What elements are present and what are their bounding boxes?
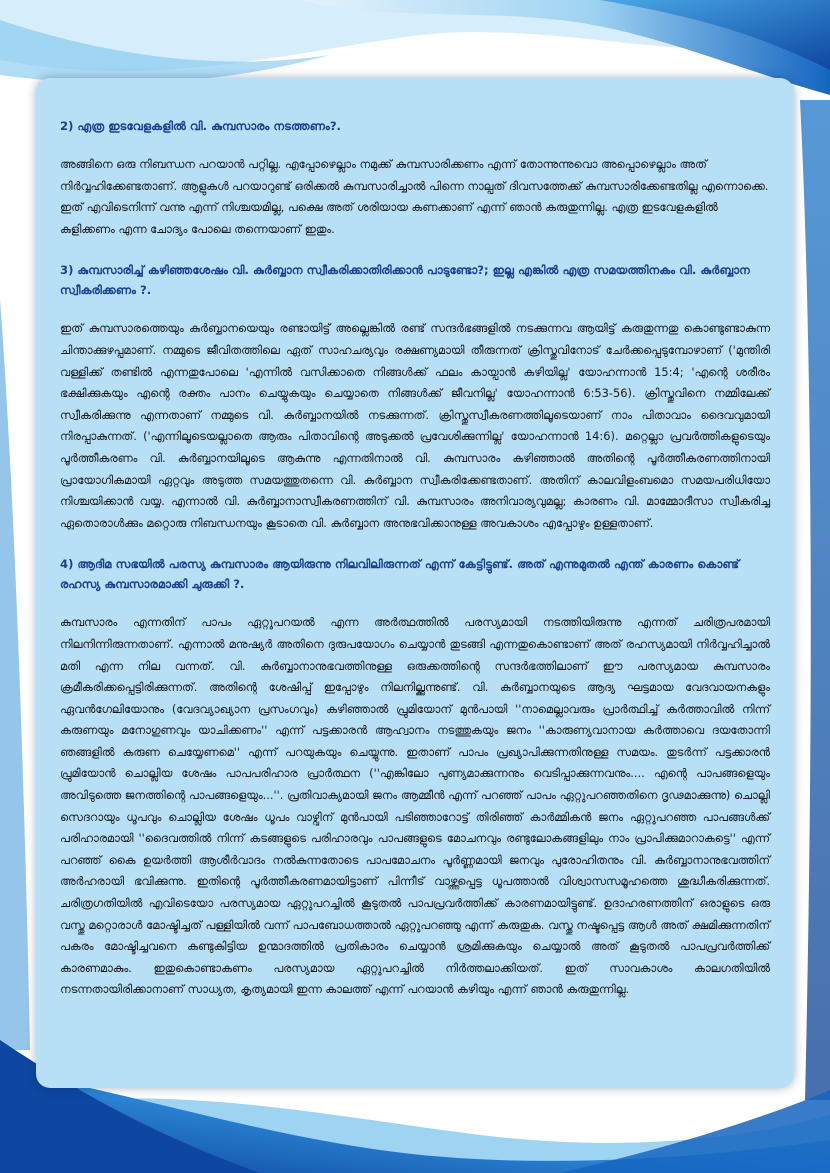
faq-section-4 [60,554,770,1001]
faq-section-3 [60,260,770,534]
faq-section-2 [60,116,770,240]
question-2-heading: 2) എത്ര ഇടവേളകളിൽ വി. കുമ്പസാരം നടത്തണം?. [60,119,341,133]
answer-2-paragraph: അങ്ങിനെ ഒരു നിബന്ധന പറയാൻ പറ്റില്ല. എപ്പോഴെല്ലാം നമുക്ക് കുമ്പസാരിക്കണം എന്ന് തോന്നുന്നുവൊ അപ്പൊഴെല്ലാം അത് നിർവ്വഹിക്കേണ്ടതാണ്. ആളുകൾ പറയാറുണ്ട് ഒരിക്കൽ കുമ്പസാരിച്ചാൽ പിന്നെ നാല്പത് ദിവസത്തേക്ക് കുമ്പസാരിക്കേണ്ടതില്ല എന്നൊക്കെ. ഇത് എവിടെനിന്ന് വന്നു എന്ന് നിശ്ചയമില്ല, പക്ഷെ അത് ശരിയായ കണക്കാണ് എന്ന് ഞാൻ കരുതുന്നില്ല. എത്ര ഇടവേളകളിൽ കുളിക്കണം എന്ന ചോദ്യം പോലെ തന്നെയാണ് ഇതും. [60,157,769,236]
right-side-band [800,100,830,1100]
left-side-band [0,300,30,1050]
question-4-heading: 4) ആദിമ സഭയിൽ പരസ്യ കുമ്പസാരം ആയിരുന്നു നിലവിലിരുന്നത് എന്ന് കേട്ടിട്ടുണ്ട്. അത് എന്നുമുതൽ എന്ത് കാരണം കൊണ്ട് രഹസ്യ കുമ്പസാരമാക്കി ചുരുക്കി ?. [60,557,740,592]
answer-4-paragraph: കുമ്പസാരം എന്നതിന് പാപം ഏറ്റുപറയൽ എന്ന അർത്ഥത്തിൽ പരസ്യമായി നടത്തിയിരുന്നു എന്നത് ചരിത്രപരമായി നിലനിന്നിരുന്നതാണ്. എന്നാൽ മനുഷ്യർ അതിനെ ദുരുപയോഗം ചെയ്യാൻ തുടങ്ങി എന്നതുകൊണ്ടാണ് അത് രഹസ്യമായി നിർവ്വഹിച്ചാൽ മതി എന്ന നില വന്നത്. വി. കുർബ്ബാനാനുഭവത്തിനുള്ള ഒരുക്കത്തിന്റെ സന്ദർഭത്തിലാണ് ഈ പരസ്യമായ കുമ്പസാരം ക്രമീകരിക്കപ്പെട്ടിരിക്കുന്നത്. അതിന്റെ ശേഷിപ്പ് ഇപ്പോഴും നിലനില്ക്കുന്നുണ്ട്. വി. കുർബ്ബാനയുടെ ആദ്യ ഘട്ടമായ വേദവായനകളും ഏവൻഗേലിയോനും (വേദവ്യാഖ്യാന പ്രസംഗവും) കഴിഞ്ഞാൽ പ്രുമിയോന് മുൻപായി ''നാമെല്ലാവരും പ്രാർത്ഥിച്ച് കർത്താവിൽ നിന്ന് കരുണയും മനോഗുണവും യാചിക്കണം'' എന്ന് പട്ടക്കാരൻ ആഹ്വാനം നടത്തുകയും ജനം ''കാരുണ്യവാനായ കർത്താവെ ദയതോന്നി ഞങ്ങളിൽ കരുണ ചെയ്യേണമെ'' എന്ന് പറയുകയും ചെയ്യുന്നു. ഇതാണ് പാപം പ്രഖ്യാപിക്കുന്നതിനുള്ള സമയം. തുടർന്ന് പട്ടക്കാരൻ പ്രുമിയോൻ ചൊല്ലിയ ശേഷം പാപപരിഹാര പ്രാർത്ഥന (''എങ്കിലോ പുണ്യമാക്കുന്നനും വെടിപ്പാക്കുന്നവനും.... എന്റെ പാപങ്ങളെയും അവിടുത്തെ ജനത്തിന്റെ പാപങ്ങളെയും...''. പ്രതിവാക്യമായി ജനം ആമ്മീൻ എന്ന് പറഞ്ഞ് പാപം ഏറ്റുപറഞ്ഞതിനെ ദൃഢമാക്കുന്നു) ചൊല്ലി സെദറായും ധൂപവും ചൊല്ലിയ ശേഷം ധൂപം വാഴ്വിന് മുൻപായി പടിഞ്ഞാറോട്ട് തിരിഞ്ഞ് കാർമ്മികൻ ജനം ഏറ്റുപറഞ്ഞ പാപങ്ങൾക്ക് പരിഹാരമായി ''ദൈവത്തിൽ നിന്ന് കടങ്ങളുടെ പരിഹാരവും പാപങ്ങളുടെ മോചനവും രണ്ടുലോകങ്ങളിലും നാം പ്രാപിക്കുമാറാകട്ടെ'' എന്ന് പറഞ്ഞ് കൈ ഉയർത്തി ആശീർവാദം നൽകുന്നതോടെ പാപമോചനം പൂർണ്ണമായി ജനവും പുരോഹിതനും വി. കുർബ്ബാനാനുഭവത്തിന് അർഹരായി ഭവിക്കുന്നു. ഇതിന്റെ പൂർത്തീകരണമായിട്ടാണ് പിന്നീട് വാഴ്ത്തപ്പെട്ട ധൂപത്താൽ വിശ്വാസസമൂഹത്തെ ശുദ്ധീകരിക്കുന്നത്. ചരിത്രഗതിയിൽ എവിടെയോ പരസ്യമായ ഏറ്റുപറച്ചിൽ കൂടുതൽ പാപപ്രവർത്തിക്ക് കാരണമായിട്ടുണ്ട്. ഉദാഹരണത്തിന് ഒരാളുടെ ഒരു വസ്തു മറ്റൊരാൾ മോഷ്ടിച്ചത് പള്ളിയിൽ വന്ന് പാപബോധത്താൽ ഏറ്റുപറഞ്ഞു എന്ന് കരുതുക. വസ്തു നഷ്ടപ്പെട്ട ആൾ അത് ക്ഷമിക്കുന്നതിന് പകരം മോഷ്ടിച്ചവനെ കണ്ടുകിട്ടിയ ഉന്മാദത്തിൽ പ്രതികാരം ചെയ്യാൻ ശ്രമിക്കുകയും ചെയ്യാൽ അത് കൂടുതൽ പാപപ്രവർത്തിക്ക് കാരണമാകും. ഇതുകൊണ്ടാകണം പരസ്യമായ ഏറ്റുപറച്ചിൽ നിർത്തലാക്കിയത്. ഇത് സാവകാശം കാലഗതിയിൽ നടന്നതായിരിക്കാനാണ് സാധ്യത, കൃത്യമായി ഇന്ന കാലത്ത് എന്ന് പറയാൻ കഴിയും എന്ന് ഞാൻ കരുതുന്നില്ല. [60,615,770,997]
answer-3-paragraph: ഇത് കുമ്പസാരത്തെയും കുർബ്ബാനയെയും രണ്ടായിട്ട് അല്ലെങ്കിൽ രണ്ട് സന്ദർഭങ്ങളിൽ നടക്കുന്നവ ആയിട്ട് കരുതുന്നതു കൊണ്ടുണ്ടാകുന്ന ചിന്താക്കുഴപ്പമാണ്. നമ്മുടെ ജീവിതത്തിലെ ഏത് സാഹചര്യവും രക്ഷണ്യമായി തീരുന്നത് ക്രിസ്തുവിനോട് ചേർക്കപ്പെടുമ്പോഴാണ് ('മുന്തിരി വള്ളിക്ക് തണ്ടിൽ എന്നതുപോലെ 'എന്നിൽ വസിക്കാതെ നിങ്ങൾക്ക് ഫലം കായ്പാൻ കഴിയില്ല' യോഹന്നാൻ 15:4; 'എന്റെ ശരീരം ഭക്ഷിക്കുകയും എന്റെ രക്തം പാനം ചെയ്യുകയും ചെയ്യാതെ നിങ്ങൾക്ക് ജീവനില്ല' യോഹന്നാൻ 6:53-56). ക്രിസ്തുവിനെ നമ്മിലേക്ക് സ്വീകരിക്കുന്നു എന്നതാണ് നമ്മുടെ വി. കുർബ്ബാനയിൽ നടക്കുന്നത്. ക്രിസ്തുസ്വീകരണത്തിലൂടെയാണ് നാം പിതാവാം ദൈവവുമായി നിരപ്പാകുന്നത്. ('എന്നിലൂടെയല്ലാതെ ആരും പിതാവിന്റെ അടുക്കൽ പ്രവേശിക്കുന്നില്ല' യോഹന്നാൻ 14:6). മറ്റെല്ലാ പ്രവർത്തികളുടെയും പൂർത്തീകരണം വി. കുർബ്ബാനയിലൂടെ ആകുന്നു എന്നതിനാൽ വി. കുമ്പസാരം കഴിഞ്ഞാൽ അതിന്റെ പൂർത്തീകരണത്തിനായി പ്രായോഗികമായി ഏറ്റവും അടുത്ത സമയത്തുതന്നെ വി. കുർബ്ബാന സ്വീകരിക്കേണ്ടതാണ്. അതിന് കാലവിളംബമൊ സമയപരിധിയോ നിശ്ചയിക്കാൻ വയ്യ. എന്നാൽ വി. കുർബ്ബാനാസ്വീകരണത്തിന് വി. കുമ്പസാരം അനിവാര്യവുമല്ല; കാരണം വി. മാമ്മോദീസാ സ്വീകരിച്ച ഏതൊരാൾക്കും മറ്റൊരു നിബന്ധനയും കൂടാതെ വി. കുർബ്ബാന അനുഭവിക്കാനുള്ള അവകാശം എപ്പോഴും ഉള്ളതാണ്. [60,321,770,530]
content-panel [36,78,794,1088]
question-3-heading: 3) കുമ്പസാരിച്ച് കഴിഞ്ഞശേഷം വി. കുർബ്ബാന സ്വീകരിക്കാതിരിക്കാൻ പാടുണ്ടോ?; ഇല്ല എങ്കിൽ എത്ര സമയത്തിനകം വി. കുർബ്ബാന സ്വീകരിക്കണം ?. [60,263,750,298]
